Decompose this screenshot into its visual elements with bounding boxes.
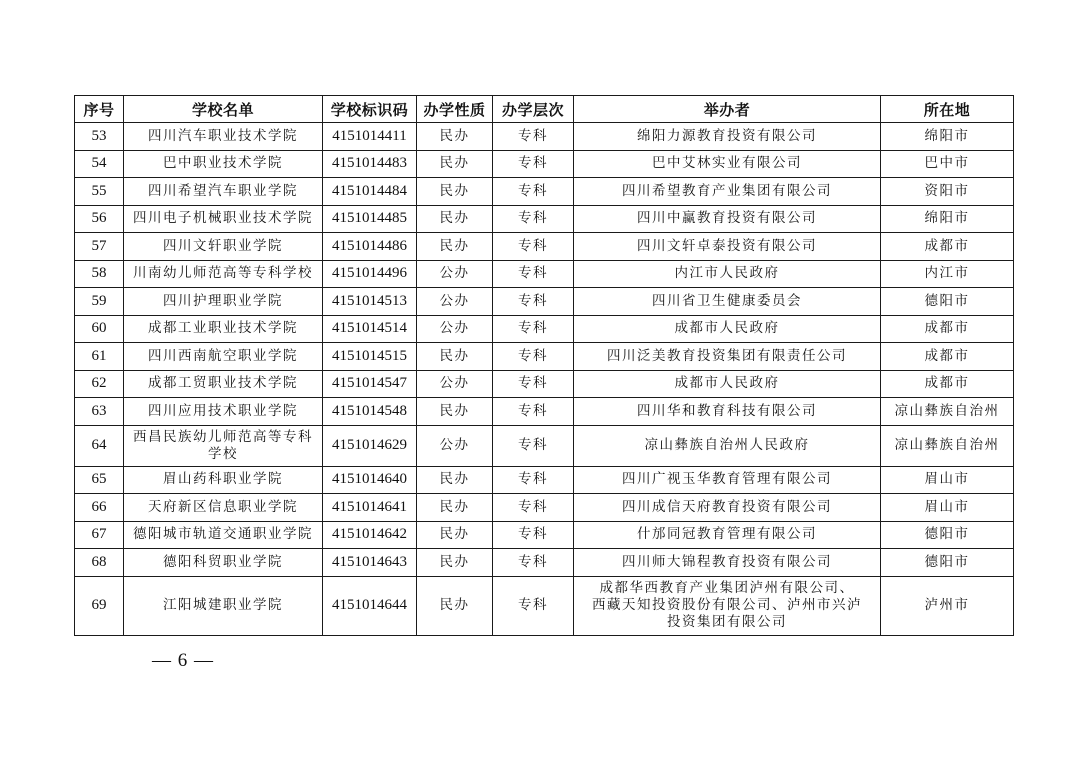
cell-school-code: 4151014641	[323, 494, 417, 522]
cell-school-code: 4151014513	[323, 288, 417, 316]
table-row	[75, 315, 1014, 343]
cell-school-code: 4151014496	[323, 260, 417, 288]
cell-serial-number: 57	[75, 233, 124, 261]
cell-serial-number: 64	[75, 425, 124, 466]
cell-school-name: 江阳城建职业学院	[124, 576, 323, 635]
cell-serial-number: 54	[75, 150, 124, 178]
cell-location: 德阳市	[881, 288, 1014, 316]
cell-school-code: 4151014629	[323, 425, 417, 466]
cell-school-level: 专科	[493, 521, 574, 549]
cell-school-level: 专科	[493, 466, 574, 494]
cell-school-code: 4151014644	[323, 576, 417, 635]
table-row	[75, 233, 1014, 261]
cell-serial-number: 56	[75, 205, 124, 233]
cell-school-name: 四川文轩职业学院	[124, 233, 323, 261]
school-list-table	[74, 95, 1014, 636]
cell-school-code: 4151014485	[323, 205, 417, 233]
table-row	[75, 370, 1014, 398]
school-list-table-wrapper	[74, 95, 1013, 636]
header-school-nature: 办学性质	[417, 96, 493, 123]
cell-school-name: 德阳科贸职业学院	[124, 549, 323, 577]
cell-school-nature: 公办	[417, 288, 493, 316]
cell-location: 眉山市	[881, 466, 1014, 494]
cell-school-code: 4151014515	[323, 343, 417, 371]
organizer-line: 四川省卫生健康委员会	[652, 292, 802, 309]
cell-school-name: 四川护理职业学院	[124, 288, 323, 316]
cell-serial-number: 58	[75, 260, 124, 288]
cell-organizer	[574, 576, 881, 635]
cell-school-level: 专科	[493, 315, 574, 343]
cell-school-code: 4151014514	[323, 315, 417, 343]
organizer-line: 四川师大锦程教育投资有限公司	[622, 553, 832, 570]
cell-location: 凉山彝族自治州	[881, 398, 1014, 426]
cell-organizer	[574, 494, 881, 522]
cell-location: 成都市	[881, 315, 1014, 343]
cell-organizer	[574, 549, 881, 577]
table-row	[75, 123, 1014, 151]
table-row	[75, 466, 1014, 494]
cell-serial-number: 63	[75, 398, 124, 426]
table-row	[75, 288, 1014, 316]
cell-school-nature: 民办	[417, 233, 493, 261]
table-row	[75, 576, 1014, 635]
cell-location: 成都市	[881, 233, 1014, 261]
cell-school-code: 4151014547	[323, 370, 417, 398]
cell-school-nature: 民办	[417, 150, 493, 178]
page-number: — 6 —	[152, 650, 214, 671]
header-location: 所在地	[881, 96, 1014, 123]
cell-organizer	[574, 466, 881, 494]
cell-location: 眉山市	[881, 494, 1014, 522]
cell-organizer	[574, 398, 881, 426]
header-school-name: 学校名单	[124, 96, 323, 123]
table-row	[75, 205, 1014, 233]
cell-school-nature: 民办	[417, 521, 493, 549]
cell-school-name: 四川西南航空职业学院	[124, 343, 323, 371]
table-row	[75, 494, 1014, 522]
cell-school-name: 眉山药科职业学院	[124, 466, 323, 494]
organizer-line: 绵阳力源教育投资有限公司	[637, 127, 817, 144]
organizer-line: 四川泛美教育投资集团有限责任公司	[607, 347, 847, 364]
cell-school-nature: 民办	[417, 466, 493, 494]
cell-school-level: 专科	[493, 150, 574, 178]
table-header	[75, 96, 1014, 123]
cell-location: 成都市	[881, 343, 1014, 371]
cell-school-code: 4151014643	[323, 549, 417, 577]
cell-school-name: 四川电子机械职业技术学院	[124, 205, 323, 233]
cell-serial-number: 53	[75, 123, 124, 151]
organizer-line: 投资集团有限公司	[667, 614, 787, 630]
cell-school-name: 德阳城市轨道交通职业学院	[124, 521, 323, 549]
header-serial-number: 序号	[75, 96, 124, 123]
cell-school-name: 西昌民族幼儿师范高等专科学校	[124, 425, 323, 466]
organizer-line: 成都华西教育产业集团泸州有限公司、	[599, 580, 855, 596]
cell-school-nature: 民办	[417, 549, 493, 577]
cell-school-level: 专科	[493, 123, 574, 151]
cell-school-level: 专科	[493, 494, 574, 522]
cell-school-nature: 公办	[417, 260, 493, 288]
cell-school-nature: 民办	[417, 494, 493, 522]
cell-school-level: 专科	[493, 205, 574, 233]
cell-school-nature: 民办	[417, 178, 493, 206]
cell-location: 巴中市	[881, 150, 1014, 178]
table-row	[75, 260, 1014, 288]
organizer-line: 西藏天知投资股份有限公司、泸州市兴泸	[592, 597, 862, 613]
cell-school-level: 专科	[493, 370, 574, 398]
cell-serial-number: 68	[75, 549, 124, 577]
cell-organizer	[574, 288, 881, 316]
cell-school-code: 4151014486	[323, 233, 417, 261]
table-row	[75, 343, 1014, 371]
header-school-level: 办学层次	[493, 96, 574, 123]
cell-school-code: 4151014642	[323, 521, 417, 549]
cell-location: 绵阳市	[881, 123, 1014, 151]
header-row	[75, 96, 1014, 123]
organizer-line: 四川希望教育产业集团有限公司	[622, 182, 832, 199]
table-row	[75, 425, 1014, 466]
cell-serial-number: 61	[75, 343, 124, 371]
cell-serial-number: 67	[75, 521, 124, 549]
cell-school-code: 4151014483	[323, 150, 417, 178]
cell-serial-number: 55	[75, 178, 124, 206]
cell-organizer	[574, 150, 881, 178]
cell-school-level: 专科	[493, 343, 574, 371]
cell-school-nature: 民办	[417, 343, 493, 371]
cell-school-name: 天府新区信息职业学院	[124, 494, 323, 522]
organizer-line: 巴中艾林实业有限公司	[652, 155, 802, 172]
cell-school-name: 成都工贸职业技术学院	[124, 370, 323, 398]
cell-location: 成都市	[881, 370, 1014, 398]
cell-school-nature: 公办	[417, 315, 493, 343]
cell-school-code: 4151014411	[323, 123, 417, 151]
cell-school-code: 4151014484	[323, 178, 417, 206]
organizer-line: 四川华和教育科技有限公司	[637, 402, 817, 419]
header-organizer: 举办者	[574, 96, 881, 123]
cell-location: 泸州市	[881, 576, 1014, 635]
cell-school-name: 四川汽车职业技术学院	[124, 123, 323, 151]
cell-school-name: 四川希望汽车职业学院	[124, 178, 323, 206]
cell-organizer	[574, 205, 881, 233]
cell-location: 凉山彝族自治州	[881, 425, 1014, 466]
cell-serial-number: 66	[75, 494, 124, 522]
cell-school-level: 专科	[493, 288, 574, 316]
table-row	[75, 150, 1014, 178]
cell-organizer	[574, 260, 881, 288]
cell-serial-number: 65	[75, 466, 124, 494]
cell-organizer	[574, 370, 881, 398]
cell-school-nature: 民办	[417, 205, 493, 233]
organizer-line: 成都市人民政府	[674, 375, 780, 392]
cell-school-name: 成都工业职业技术学院	[124, 315, 323, 343]
cell-serial-number: 60	[75, 315, 124, 343]
table-body	[75, 123, 1014, 636]
cell-school-nature: 公办	[417, 370, 493, 398]
organizer-line: 四川成信天府教育投资有限公司	[622, 498, 832, 515]
cell-organizer	[574, 123, 881, 151]
organizer-line: 凉山彝族自治州人民政府	[644, 437, 810, 453]
cell-school-name: 川南幼儿师范高等专科学校	[124, 260, 323, 288]
cell-organizer	[574, 521, 881, 549]
cell-school-nature: 公办	[417, 425, 493, 466]
cell-organizer	[574, 315, 881, 343]
organizer-line: 四川中赢教育投资有限公司	[637, 210, 817, 227]
table-row	[75, 178, 1014, 206]
cell-organizer	[574, 425, 881, 466]
cell-location: 内江市	[881, 260, 1014, 288]
organizer-line: 成都市人民政府	[674, 320, 780, 337]
cell-school-level: 专科	[493, 398, 574, 426]
organizer-line: 四川广视玉华教育管理有限公司	[622, 471, 832, 488]
cell-school-level: 专科	[493, 233, 574, 261]
cell-location: 德阳市	[881, 521, 1014, 549]
cell-school-level: 专科	[493, 549, 574, 577]
cell-school-code: 4151014640	[323, 466, 417, 494]
cell-school-name: 四川应用技术职业学院	[124, 398, 323, 426]
cell-school-level: 专科	[493, 425, 574, 466]
table-row	[75, 549, 1014, 577]
cell-school-nature: 民办	[417, 123, 493, 151]
cell-school-name: 巴中职业技术学院	[124, 150, 323, 178]
cell-school-nature: 民办	[417, 398, 493, 426]
header-school-code: 学校标识码	[323, 96, 417, 123]
cell-organizer	[574, 233, 881, 261]
cell-location: 绵阳市	[881, 205, 1014, 233]
cell-school-level: 专科	[493, 576, 574, 635]
organizer-line: 内江市人民政府	[674, 265, 780, 282]
cell-organizer	[574, 178, 881, 206]
cell-location: 资阳市	[881, 178, 1014, 206]
cell-organizer	[574, 343, 881, 371]
cell-serial-number: 59	[75, 288, 124, 316]
cell-serial-number: 62	[75, 370, 124, 398]
cell-location: 德阳市	[881, 549, 1014, 577]
table-row	[75, 521, 1014, 549]
cell-school-level: 专科	[493, 178, 574, 206]
cell-school-level: 专科	[493, 260, 574, 288]
cell-serial-number: 69	[75, 576, 124, 635]
cell-school-nature: 民办	[417, 576, 493, 635]
organizer-line: 四川文轩卓泰投资有限公司	[637, 237, 817, 254]
table-row	[75, 398, 1014, 426]
cell-school-code: 4151014548	[323, 398, 417, 426]
organizer-line: 什邡同冠教育管理有限公司	[637, 526, 817, 543]
